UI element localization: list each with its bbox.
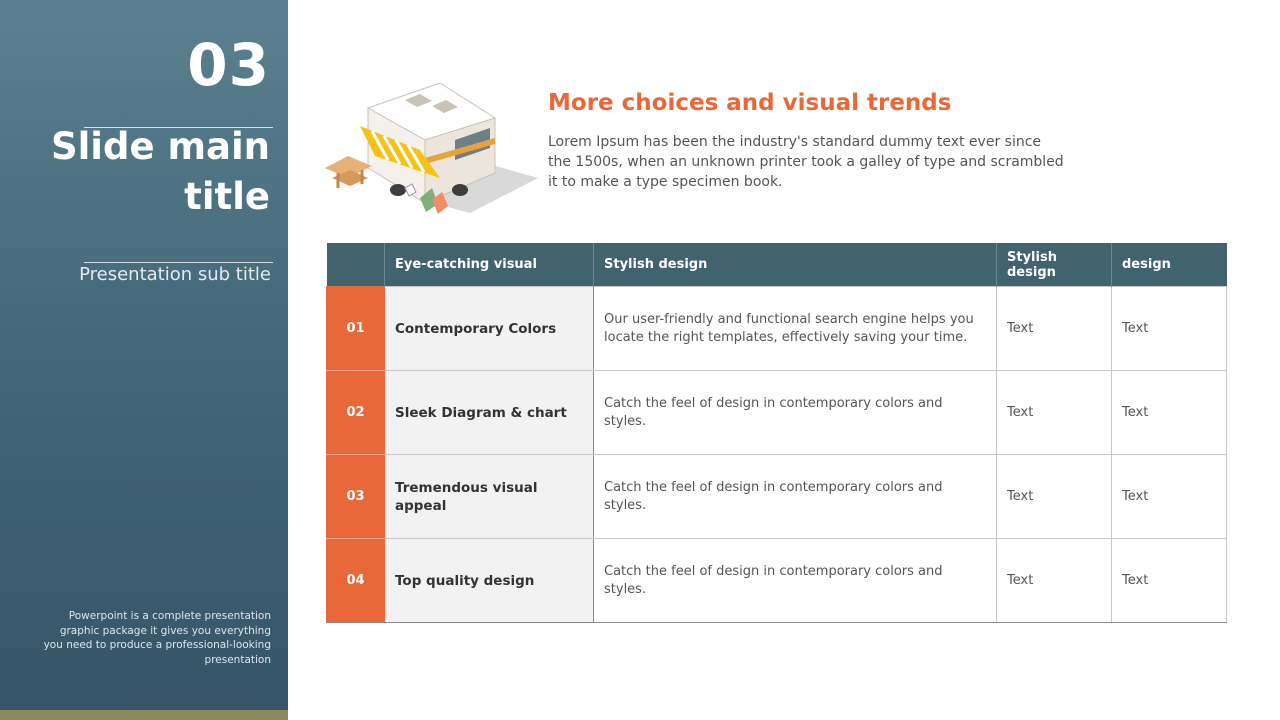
table-row: [327, 371, 1227, 455]
row-cell: Text: [997, 287, 1112, 371]
row-description: Catch the feel of design in contemporary colors and styles.: [594, 371, 997, 455]
row-description: Catch the feel of design in contemporary colors and styles.: [594, 539, 997, 623]
header-eye-catching: Eye-catching visual: [385, 243, 594, 287]
row-cell: Text: [1112, 455, 1227, 539]
row-cell: Text: [997, 539, 1112, 623]
camper-van-illustration: [320, 78, 540, 218]
side-bottom-bar: [0, 710, 288, 720]
section-number: 03: [187, 31, 270, 99]
side-panel: [0, 0, 288, 720]
section-heading: More choices and visual trends: [548, 90, 952, 116]
row-cell: Text: [997, 371, 1112, 455]
row-description: Catch the feel of design in contemporary colors and styles.: [594, 455, 997, 539]
row-feature: Top quality design: [385, 539, 594, 623]
row-number: 04: [327, 539, 385, 623]
row-cell: Text: [1112, 371, 1227, 455]
row-feature: Contemporary Colors: [385, 287, 594, 371]
row-feature: Tremendous visual appeal: [385, 455, 594, 539]
section-body-text: Lorem Ipsum has been the industry's standard dummy text ever since the 1500s, when an unknown printer took a galley of type and scrambled it to make a type specimen book.: [548, 134, 1064, 190]
row-number: 02: [327, 371, 385, 455]
table-row: [327, 455, 1227, 539]
row-cell: Text: [997, 455, 1112, 539]
row-number: 01: [327, 287, 385, 371]
table-row: [327, 287, 1227, 371]
row-cell: Text: [1112, 287, 1227, 371]
table-row: [327, 539, 1227, 623]
table-header-row: [327, 243, 1227, 287]
row-number: 03: [327, 455, 385, 539]
header-design: design: [1112, 243, 1227, 287]
header-stylish-design-2: Stylish design: [997, 243, 1112, 287]
side-footer-text: Powerpoint is a complete presentation graphic package it gives you everything you need to produce a professional-looking presentation: [43, 610, 271, 666]
row-description: Our user-friendly and functional search engine helps you locate the right templates, effectively saving your time.: [594, 287, 997, 371]
row-feature: Sleek Diagram & chart: [385, 371, 594, 455]
slide-main-title: Slide main title: [50, 125, 270, 218]
header-number: [327, 243, 385, 287]
header-stylish-design: Stylish design: [594, 243, 997, 287]
row-cell: Text: [1112, 539, 1227, 623]
slide-subtitle: Presentation sub title: [79, 264, 271, 285]
feature-table: [326, 243, 1227, 623]
subtitle-rule: [84, 262, 273, 263]
